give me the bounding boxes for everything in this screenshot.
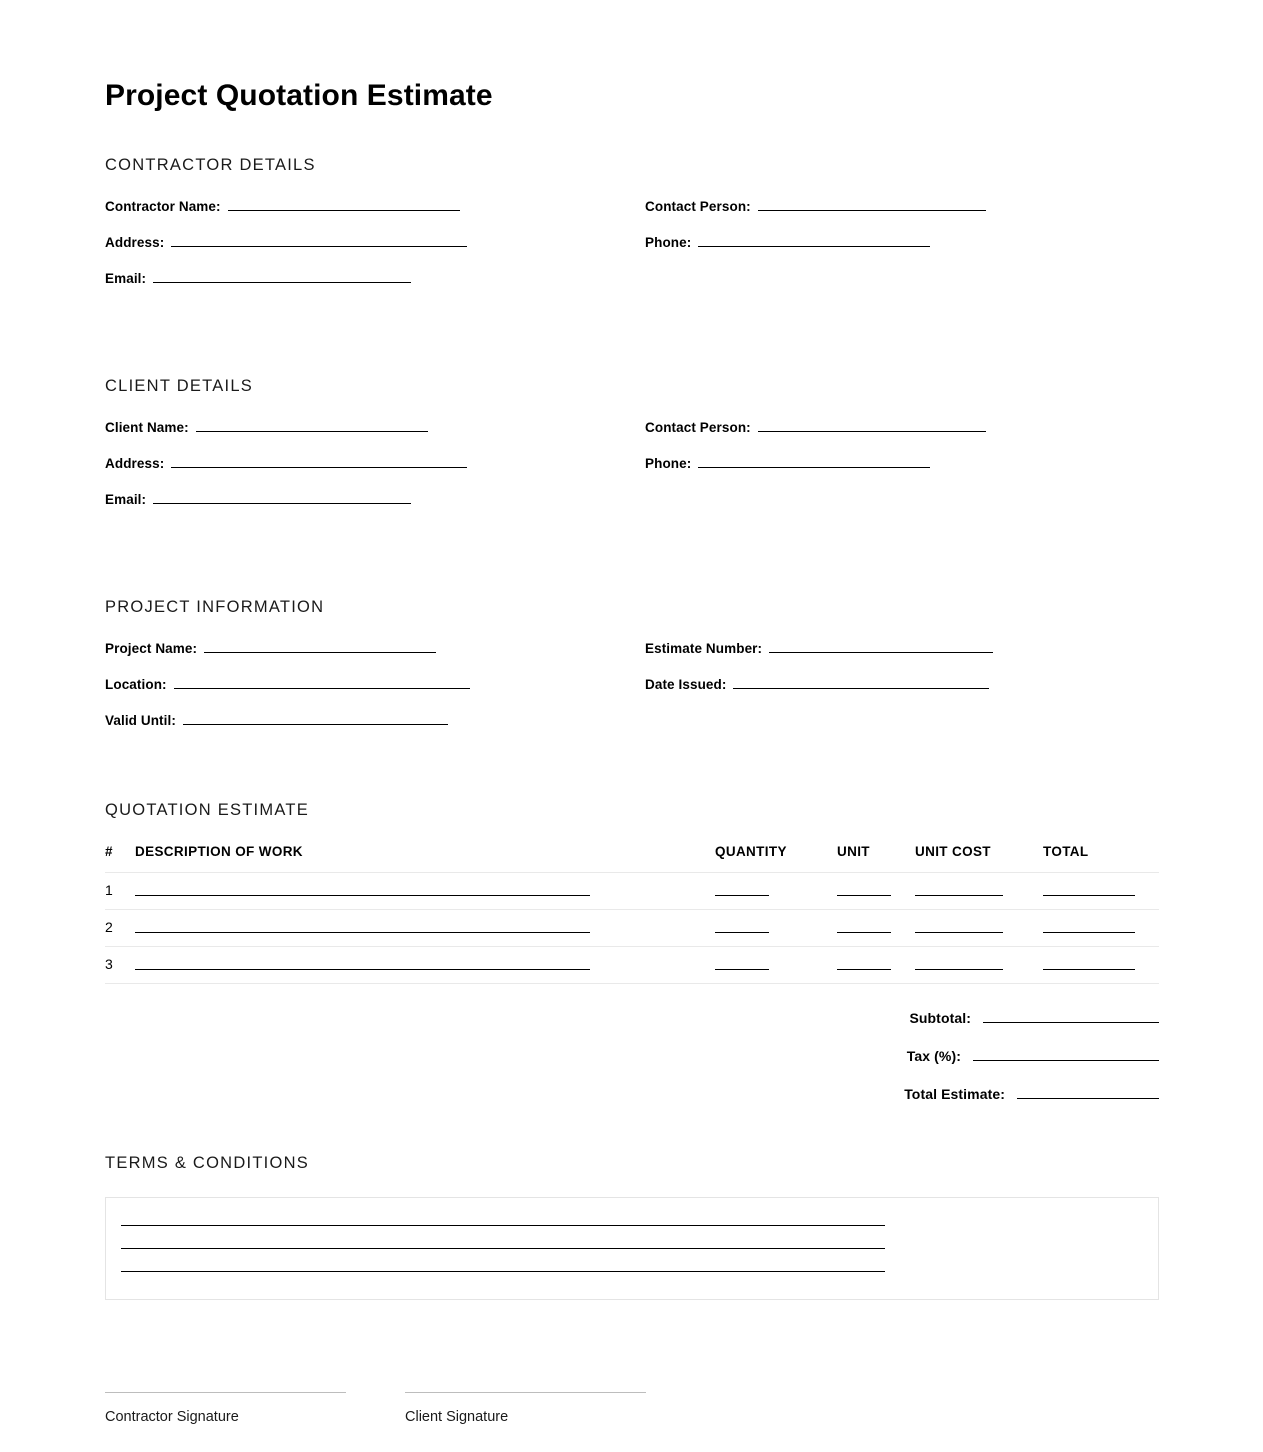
field-row bbox=[105, 235, 467, 250]
field-row bbox=[105, 677, 470, 692]
totals-label: Total Estimate: bbox=[904, 1086, 1005, 1102]
column-header-description: DESCRIPTION OF WORK bbox=[135, 844, 303, 859]
field-label: Contractor Name: bbox=[105, 199, 221, 214]
field-row bbox=[105, 199, 467, 214]
totals-row bbox=[105, 1086, 1159, 1102]
column-header-unit-cost: UNIT COST bbox=[915, 844, 991, 859]
field-label: Email: bbox=[105, 271, 147, 286]
field-label: Phone: bbox=[645, 235, 692, 250]
section-heading-terms-conditions: TERMS & CONDITIONS bbox=[105, 1154, 310, 1172]
field-row bbox=[105, 492, 467, 507]
section-heading-project-information: PROJECT INFORMATION bbox=[105, 598, 325, 616]
separator-cell bbox=[105, 984, 135, 985]
cell-unit-cost bbox=[915, 910, 1043, 947]
column-header-unit: UNIT bbox=[837, 844, 870, 859]
cell-input-line-unit-cost[interactable] bbox=[915, 932, 1003, 933]
field-label: Address: bbox=[105, 235, 165, 250]
contractor-right-column bbox=[645, 199, 986, 271]
row-number: 3 bbox=[105, 947, 135, 984]
cell-quantity bbox=[715, 947, 837, 984]
cell-input-line-unit-cost[interactable] bbox=[915, 969, 1003, 970]
field-row bbox=[645, 456, 986, 471]
field-row bbox=[645, 641, 993, 656]
column-header-total: TOTAL bbox=[1043, 844, 1089, 859]
section-contractor-details bbox=[105, 156, 1159, 331]
cell-input-line-unit[interactable] bbox=[837, 932, 891, 933]
field-row bbox=[645, 235, 986, 250]
terms-input-line[interactable] bbox=[121, 1271, 885, 1272]
project-left-column bbox=[105, 641, 470, 749]
field-input-line[interactable] bbox=[204, 652, 436, 653]
quotation-table-head bbox=[105, 844, 1159, 873]
section-heading-contractor-details: CONTRACTOR DETAILS bbox=[105, 156, 316, 174]
field-row bbox=[105, 456, 467, 471]
cell-description bbox=[135, 873, 715, 910]
cell-unit bbox=[837, 910, 915, 947]
table-row bbox=[105, 873, 1159, 910]
field-label: Phone: bbox=[645, 456, 692, 471]
field-row bbox=[645, 677, 993, 692]
totals-label: Tax (%): bbox=[906, 1048, 961, 1064]
field-input-line[interactable] bbox=[174, 688, 470, 689]
field-input-line[interactable] bbox=[698, 467, 930, 468]
client-right-column bbox=[645, 420, 986, 492]
table-bottom-separator bbox=[105, 984, 1159, 985]
totals-label: Subtotal: bbox=[909, 1010, 971, 1026]
client-left-column bbox=[105, 420, 467, 528]
cell-unit bbox=[837, 873, 915, 910]
field-label: Client Name: bbox=[105, 420, 189, 435]
separator-cell bbox=[915, 984, 1043, 985]
signature-line[interactable] bbox=[405, 1392, 646, 1393]
field-input-line[interactable] bbox=[769, 652, 993, 653]
cell-total bbox=[1043, 910, 1159, 947]
totals-input-line[interactable] bbox=[973, 1060, 1159, 1061]
contractor-field-block bbox=[105, 199, 1159, 331]
field-row bbox=[105, 713, 470, 728]
cell-input-line-quantity[interactable] bbox=[715, 969, 769, 970]
cell-input-line-total[interactable] bbox=[1043, 932, 1135, 933]
field-row bbox=[645, 199, 986, 214]
cell-input-line-description[interactable] bbox=[135, 895, 590, 896]
field-input-line[interactable] bbox=[171, 246, 467, 247]
row-number: 1 bbox=[105, 873, 135, 910]
field-row bbox=[645, 420, 986, 435]
field-label: Estimate Number: bbox=[645, 641, 763, 656]
page-title: Project Quotation Estimate bbox=[105, 79, 493, 112]
column-header-number: # bbox=[105, 844, 113, 859]
cell-description bbox=[135, 947, 715, 984]
signature-block bbox=[105, 1392, 1159, 1452]
cell-unit-cost bbox=[915, 873, 1043, 910]
cell-input-line-quantity[interactable] bbox=[715, 895, 769, 896]
terms-input-line[interactable] bbox=[121, 1248, 885, 1249]
section-quotation-estimate bbox=[105, 801, 1159, 1102]
field-row bbox=[105, 641, 470, 656]
signature-label: Contractor Signature bbox=[105, 1409, 239, 1425]
totals-block bbox=[105, 1010, 1159, 1102]
cell-unit-cost bbox=[915, 947, 1043, 984]
section-heading-client-details: CLIENT DETAILS bbox=[105, 377, 254, 395]
cell-quantity bbox=[715, 873, 837, 910]
field-input-line[interactable] bbox=[196, 431, 428, 432]
totals-row bbox=[105, 1010, 1159, 1026]
totals-row bbox=[105, 1048, 1159, 1064]
field-input-line[interactable] bbox=[153, 503, 411, 504]
signature-line[interactable] bbox=[105, 1392, 346, 1393]
signature-field-client bbox=[405, 1392, 646, 1425]
cell-total bbox=[1043, 873, 1159, 910]
column-header-quantity: QUANTITY bbox=[715, 844, 787, 859]
totals-input-line[interactable] bbox=[1017, 1098, 1159, 1099]
client-field-block bbox=[105, 420, 1159, 552]
field-label: Contact Person: bbox=[645, 420, 751, 435]
section-client-details bbox=[105, 377, 1159, 552]
field-label: Date Issued: bbox=[645, 677, 727, 692]
separator-cell bbox=[837, 984, 915, 985]
cell-input-line-description[interactable] bbox=[135, 969, 590, 970]
terms-conditions-box[interactable] bbox=[105, 1197, 1159, 1300]
totals-input-line[interactable] bbox=[983, 1022, 1159, 1023]
field-label: Location: bbox=[105, 677, 167, 692]
field-input-line[interactable] bbox=[758, 431, 986, 432]
separator-cell bbox=[135, 984, 715, 985]
field-row bbox=[105, 271, 467, 286]
separator-cell bbox=[1043, 984, 1159, 985]
field-label: Valid Until: bbox=[105, 713, 176, 728]
cell-input-line-total[interactable] bbox=[1043, 895, 1135, 896]
project-right-column bbox=[645, 641, 993, 713]
field-input-line[interactable] bbox=[183, 724, 448, 725]
quotation-header-row bbox=[105, 844, 1159, 873]
field-label: Email: bbox=[105, 492, 147, 507]
field-row bbox=[105, 420, 467, 435]
table-row bbox=[105, 947, 1159, 984]
cell-input-line-description[interactable] bbox=[135, 932, 590, 933]
section-terms-conditions bbox=[105, 1154, 1159, 1300]
cell-input-line-unit-cost[interactable] bbox=[915, 895, 1003, 896]
cell-unit bbox=[837, 947, 915, 984]
field-label: Project Name: bbox=[105, 641, 198, 656]
quotation-table-body bbox=[105, 873, 1159, 985]
section-project-information bbox=[105, 598, 1159, 773]
table-row bbox=[105, 910, 1159, 947]
terms-input-line[interactable] bbox=[121, 1225, 885, 1226]
cell-input-line-unit[interactable] bbox=[837, 969, 891, 970]
separator-cell bbox=[715, 984, 837, 985]
cell-input-line-unit[interactable] bbox=[837, 895, 891, 896]
signature-label: Client Signature bbox=[405, 1409, 509, 1425]
field-input-line[interactable] bbox=[171, 467, 467, 468]
section-heading-quotation-estimate: QUOTATION ESTIMATE bbox=[105, 801, 309, 819]
field-input-line[interactable] bbox=[228, 210, 460, 211]
field-input-line[interactable] bbox=[758, 210, 986, 211]
cell-quantity bbox=[715, 910, 837, 947]
cell-input-line-total[interactable] bbox=[1043, 969, 1135, 970]
document-sheet bbox=[105, 78, 1159, 1452]
field-label: Address: bbox=[105, 456, 165, 471]
quotation-table bbox=[105, 844, 1159, 984]
field-input-line[interactable] bbox=[153, 282, 411, 283]
contractor-left-column bbox=[105, 199, 467, 307]
row-number: 2 bbox=[105, 910, 135, 947]
signature-field-contractor bbox=[105, 1392, 346, 1425]
cell-input-line-quantity[interactable] bbox=[715, 932, 769, 933]
project-field-block bbox=[105, 641, 1159, 773]
cell-total bbox=[1043, 947, 1159, 984]
field-input-line[interactable] bbox=[733, 688, 989, 689]
field-label: Contact Person: bbox=[645, 199, 751, 214]
field-input-line[interactable] bbox=[698, 246, 930, 247]
cell-description bbox=[135, 910, 715, 947]
